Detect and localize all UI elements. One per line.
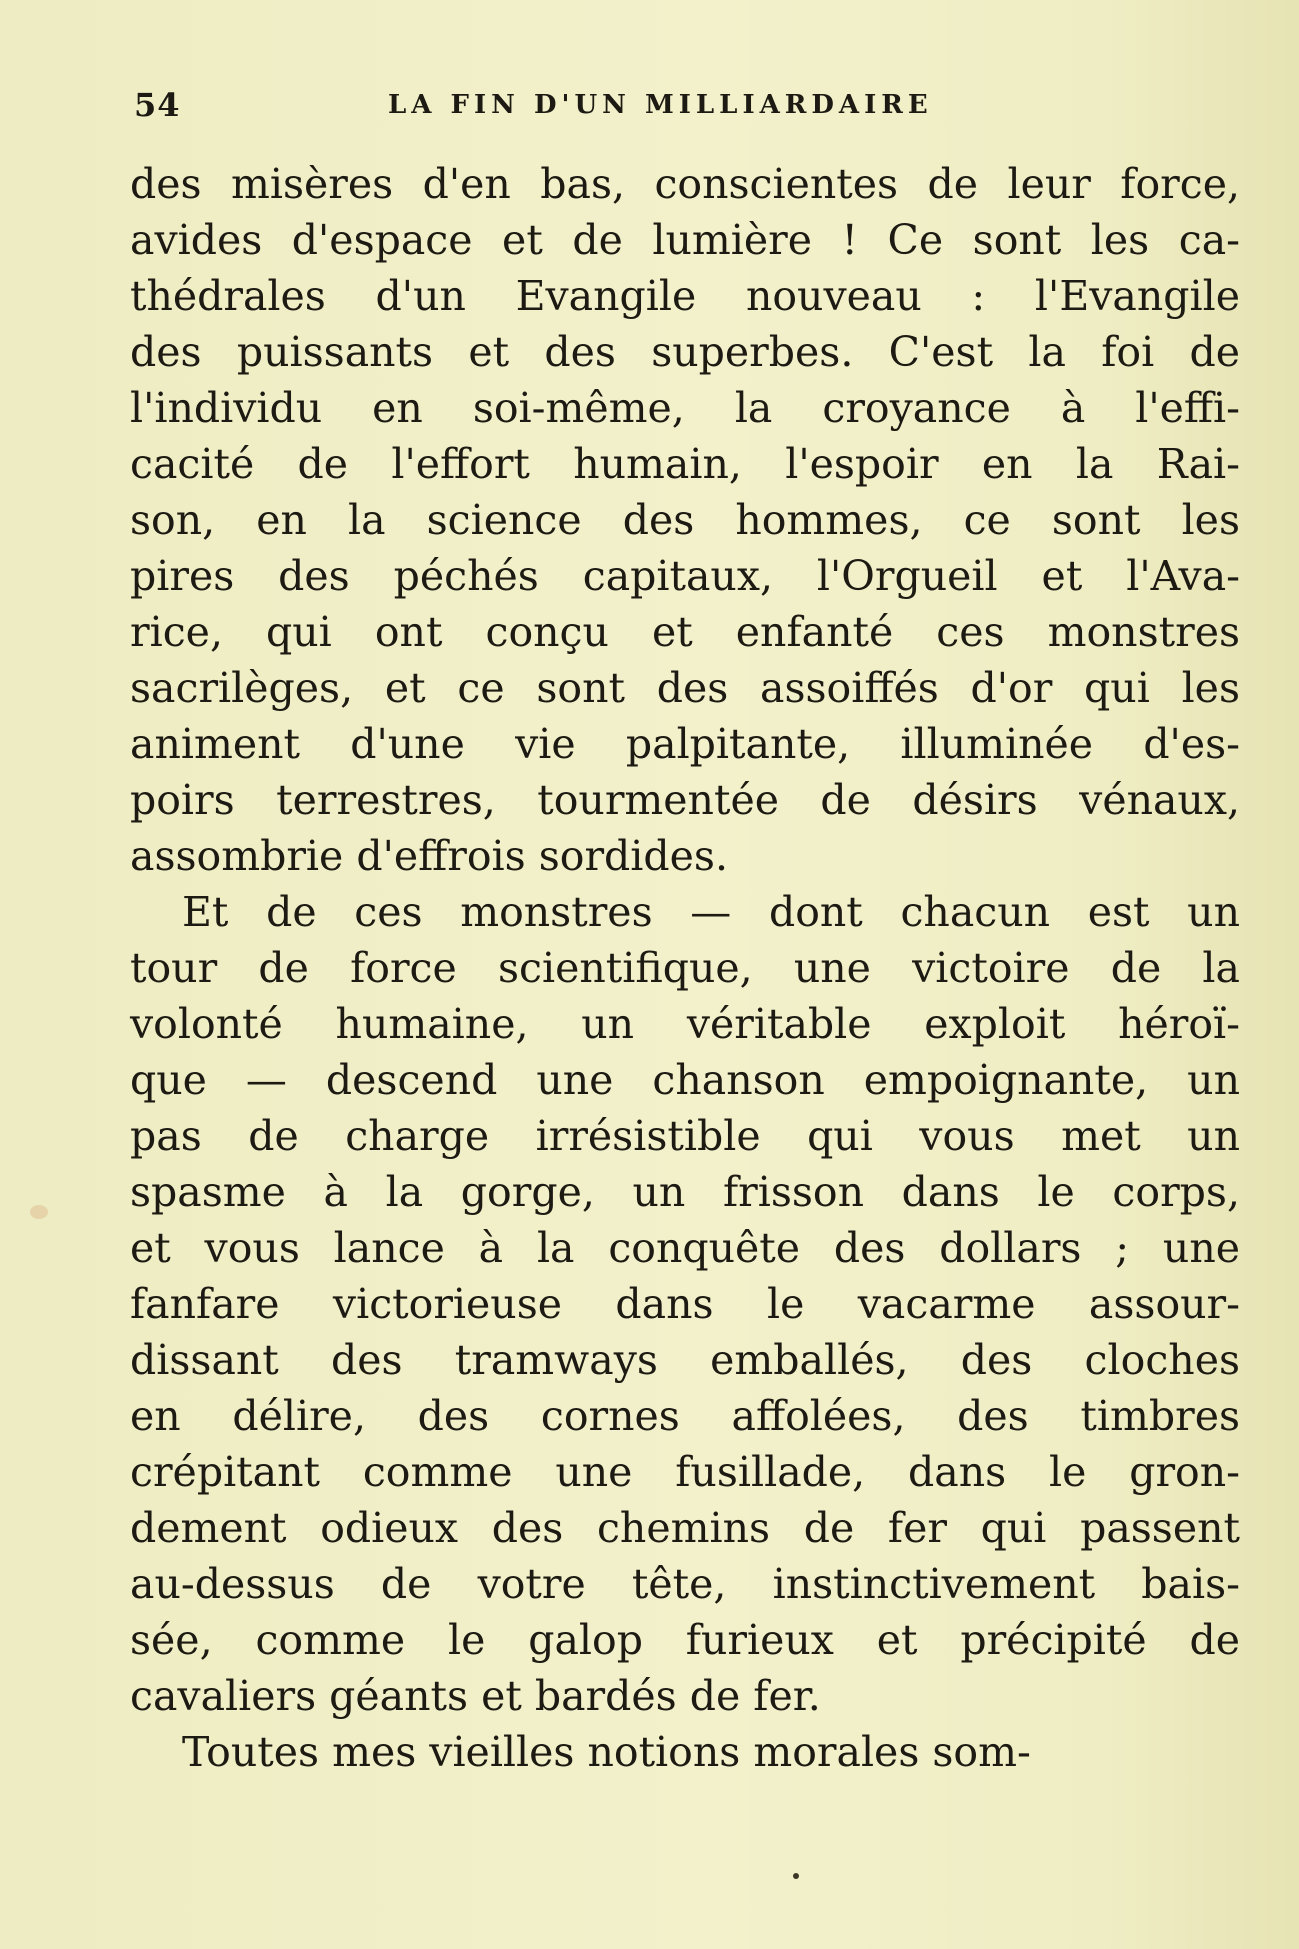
text-line: au-dessus de votre tête, instinctivement bais-	[130, 1560, 1240, 1608]
text-line: rice, qui ont conçu et enfanté ces monstres	[130, 608, 1240, 656]
text-line: dement odieux des chemins de fer qui passent	[130, 1504, 1240, 1552]
text-line: spasme à la gorge, un frisson dans le corps,	[130, 1168, 1240, 1216]
text-line: thédrales d'un Evangile nouveau : l'Evangile	[130, 272, 1240, 320]
text-line: des puissants et des superbes. C'est la foi de	[130, 328, 1240, 376]
text-line: dissant des tramways emballés, des cloches	[130, 1336, 1240, 1384]
text-line: fanfare victorieuse dans le vacarme assour-	[130, 1280, 1240, 1328]
text-line: l'individu en soi-même, la croyance à l'effi-	[130, 384, 1240, 432]
text-line: Toutes mes vieilles notions morales som-	[182, 1728, 1031, 1776]
paragraph	[130, 1724, 1240, 1780]
text-line: cavaliers géants et bardés de fer.	[130, 1672, 821, 1720]
text-line: pires des péchés capitaux, l'Orgueil et l'Ava-	[130, 552, 1240, 600]
paper-stain	[30, 1205, 48, 1219]
text-line: Et de ces monstres — dont chacun est un	[182, 888, 1240, 936]
text-line: animent d'une vie palpitante, illuminée d'es-	[130, 720, 1240, 768]
text-line: sée, comme le galop furieux et précipité de	[130, 1616, 1240, 1664]
text-line: avides d'espace et de lumière ! Ce sont les ca-	[130, 216, 1240, 264]
page-header	[130, 86, 1245, 134]
text-line: pas de charge irrésistible qui vous met un	[130, 1112, 1240, 1160]
running-title: LA FIN D'UN MILLIARDAIRE	[388, 90, 933, 120]
text-line: et vous lance à la conquête des dollars ; une	[130, 1224, 1240, 1272]
text-line: en délire, des cornes affolées, des timbres	[130, 1392, 1240, 1440]
text-line: tour de force scientifique, une victoire de la	[130, 944, 1240, 992]
ink-speck	[793, 1873, 799, 1879]
paragraph	[130, 884, 1240, 1724]
text-line: son, en la science des hommes, ce sont les	[130, 496, 1240, 544]
text-line: assombrie d'effrois sordides.	[130, 832, 728, 880]
text-line: que — descend une chanson empoignante, un	[130, 1056, 1240, 1104]
text-line: poirs terrestres, tourmentée de désirs vénaux,	[130, 776, 1240, 824]
text-line: sacrilèges, et ce sont des assoiffés d'or qui les	[130, 664, 1240, 712]
text-line: volonté humaine, un véritable exploit héroï-	[130, 1000, 1240, 1048]
body-text	[130, 156, 1240, 1780]
text-line: des misères d'en bas, conscientes de leur force,	[130, 160, 1240, 208]
text-line: cacité de l'effort humain, l'espoir en la Rai-	[130, 440, 1240, 488]
text-line: crépitant comme une fusillade, dans le gron-	[130, 1448, 1240, 1496]
page-number: 54	[134, 86, 181, 124]
paragraph	[130, 156, 1240, 884]
